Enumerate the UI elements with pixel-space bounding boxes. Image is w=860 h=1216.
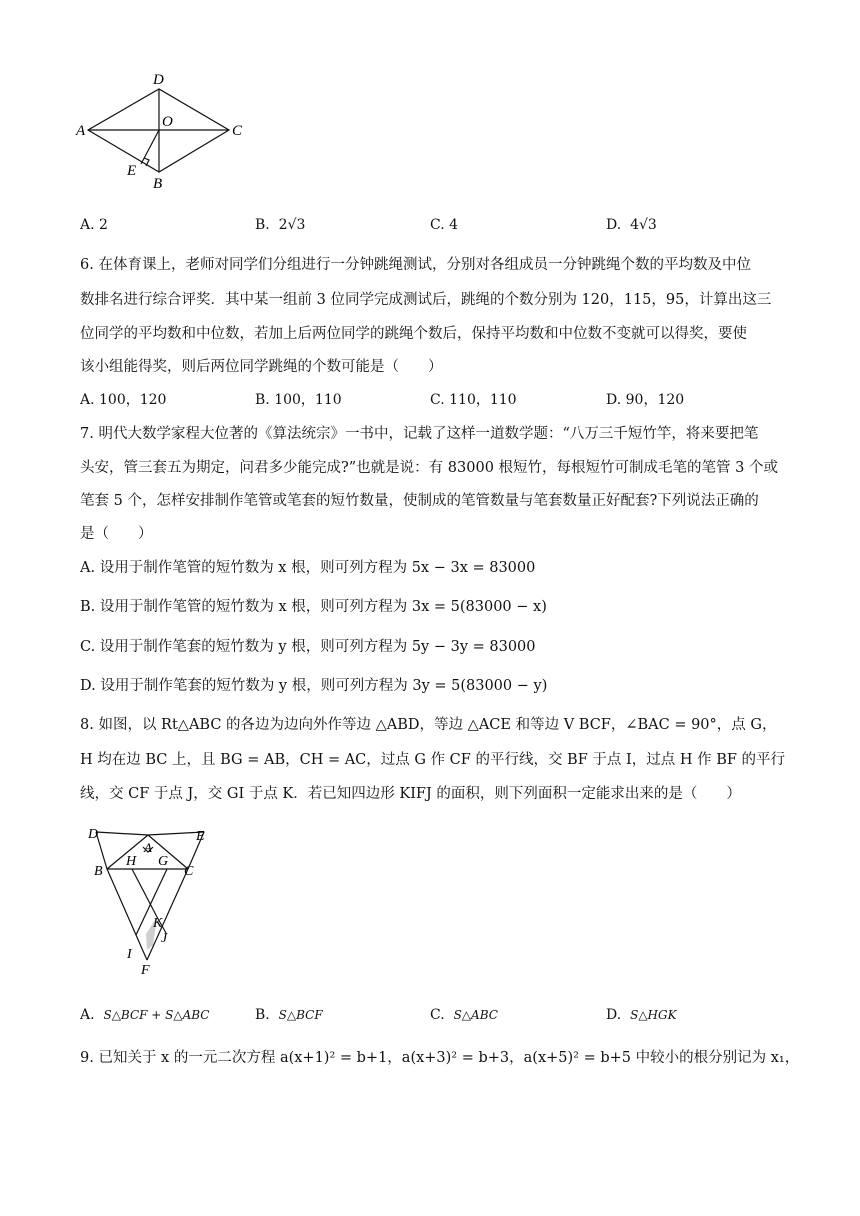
q7-line-4: 是（ ） [80,526,153,542]
label-a: A [76,123,86,139]
q5-option-c: C. 4 [430,217,459,233]
q9-line-1: 9. 已知关于 x 的一元二次方程 a(x+1)² = b+1，a(x+3)² = b+3，a(x+5)² = b+5 中较小的根分别记为 x₁， [80,1050,800,1066]
q5-option-a: A. 2 [80,217,108,233]
label-o: O [162,114,173,130]
q6-option-b: B. 100，110 [255,392,342,408]
svg-text:H: H [126,854,137,869]
q8-option-b: B. S△BCF [255,1007,323,1023]
svg-text:B: B [94,864,103,879]
label-b: B [153,176,163,192]
label-d: D [153,72,164,88]
q6-line-2: 数排名进行综合评奖．其中某一组前 3 位同学完成测试后，跳绳的个数分别为 120，115，95，计算出这三 [80,292,772,308]
svg-text:K: K [153,916,163,931]
triangle-figure [80,822,220,977]
q6-line-3: 位同学的平均数和中位数，若加上后两位同学的跳绳个数后，保持平均数和中位数不变就可以得奖，要使 [80,326,747,342]
svg-text:E: E [196,829,205,844]
q6-line-1: 6. 在体育课上，老师对同学们分组进行一分钟跳绳测试，分别对各组成员一分钟跳绳个数的平均数及中位 [80,257,751,273]
q7-option-c: C. 设用于制作笔套的短竹数为 y 根，则可列方程为 5y − 3y = 83000 [80,639,536,655]
q8-option-a: A. S△BCF + S△ABC [80,1007,210,1023]
label-c: C [232,123,243,139]
right-angle-mark [144,158,149,166]
perpendicular-oe [141,130,159,164]
q6-option-d: D. 90，120 [606,392,685,408]
q8-line-3: 线，交 CF 于点 J，交 GI 于点 K．若已知四边形 KIFJ 的面积，则下列面积一定能求出来的是（ ） [80,786,741,802]
svg-text:I: I [127,947,132,962]
q7-option-b: B. 设用于制作笔管的短竹数为 x 根，则可列方程为 3x = 5(83000 − x) [80,599,547,615]
svg-text:F: F [141,963,150,977]
rhombus-figure [70,68,250,193]
svg-text:A: A [144,840,152,855]
q7-line-2: 头安，管三套五为期定，问君多少能完成?”也就是说：有 83000 根短竹，每根短竹可制成毛笔的笔管 3 个或 [80,460,778,476]
q7-option-d: D. 设用于制作笔套的短竹数为 y 根，则可列方程为 3y = 5(83000 − y) [80,678,548,694]
svg-text:J: J [161,931,168,946]
q6-option-c: C. 110，110 [430,392,517,408]
q6-option-a: A. 100，120 [80,392,167,408]
q5-option-b: B. 2√3 [255,217,306,233]
q5-option-d: D. 4√3 [606,217,657,233]
q7-line-3: 笔套 5 个，怎样安排制作笔管或笔套的短竹数量，使制成的笔管数量与笔套数量正好配套?下列说法正确的 [80,493,759,509]
q8-line-1: 8. 如图，以 Rt△ABC 的各边为边向外作等边 △ABD，等边 △ACE 和等边 V BCF，∠BAC = 90°，点 G， [80,717,777,733]
q8-option-d: D. S△HGK [606,1007,677,1023]
svg-text:D: D [88,827,99,842]
q6-line-4: 该小组能得奖，则后两位同学跳绳的个数可能是（ ） [80,359,443,375]
label-e: E [127,163,137,179]
q8-option-c: C. S△ABC [430,1007,498,1023]
q7-option-a: A. 设用于制作笔管的短竹数为 x 根，则可列方程为 5x − 3x = 83000 [80,560,536,576]
svg-text:G: G [158,854,169,869]
q7-line-1: 7. 明代大数学家程大位著的《算法统宗》一书中，记载了这样一道数学题：“八万三千短竹竿，将来要把笔 [80,426,759,442]
q8-line-2: H 均在边 BC 上，且 BG = AB，CH = AC，过点 G 作 CF 的平行线，交 BF 于点 I，过点 H 作 BF 的平行 [80,752,786,768]
svg-text:C: C [184,864,194,879]
